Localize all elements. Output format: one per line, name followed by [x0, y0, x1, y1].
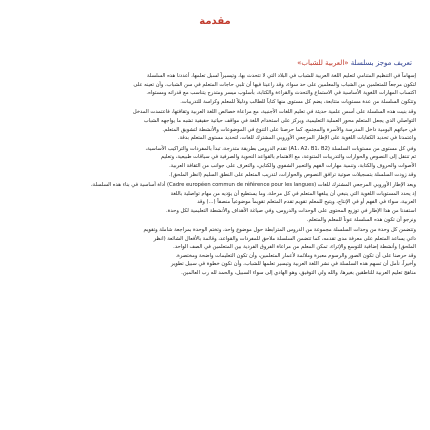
text-line: إذ يحدد المستويات اللغوية التي ينبغي أن يبلغها المتعلم في كل مرحلة، وما يستطيع أن يؤديه من مهام تواصلية باللغة — [170, 190, 416, 197]
section-heading — [18, 58, 412, 68]
text-line: واعتمدنا في تحديد الكفايات اللغوية على الإطار المرجعي الأوروبي المشترك للغات، لتحديد مستوى المتعلم بدقة. — [177, 135, 416, 142]
text-line: مناهج تعليم العربية للناطقين بغيرها، والله ولي التوفيق، وهو الهادي إلى سواء السبيل، والحمد لله رب العالمين. — [181, 270, 416, 277]
text-line: الأصوات والحروف والكتابة، وتنمية مهارات الفهم والتعبير الشفوي والكتابي، والتعرف على جوانب من الثقافة العربية. — [169, 162, 416, 169]
text-line: لتكون مرجعاً للمتعلمين من الشباب والمعلمين على حد سواء، وقد راعينا فيها أن تلبي حاجات المتعلم في سن الشباب، وأن تعينه على — [133, 81, 416, 88]
text-line: ثم تنتقل إلى النصوص والحوارات والتدريبات المتنوعة، مع الاهتمام بالقواعد النحوية والصرفية في سياقات طبيعية، وتعليم — [160, 154, 416, 161]
section-heading-highlight: «العربية للشباب» — [297, 59, 349, 67]
text-line: التواصلي الذي يجعل المتعلم محور العملية التعليمية، ويركز على استخدام اللغة في مواقف حياتية حقيقية تشبه ما يواجهه الشباب — [143, 117, 416, 124]
paragraph — [14, 226, 416, 278]
paragraph — [14, 181, 416, 224]
text-line: وقد بنيت هذه السلسلة على أسس علمية حديثة في تعليم اللغات الأجنبية، مع مراعاة خصائص اللغة العربية وثقافتها، فاعتمدت المدخل — [132, 109, 416, 116]
text-line: في حياتهم اليومية داخل المدرسة والأسرة والمجتمع، كما حرصنا على التنوع في الموضوعات والأنشطة لتشويق المتعلم. — [162, 126, 416, 133]
text-line: ذاتي يساعد المتعلم على معرفة مدى تقدمه، كما تتضمن السلسلة ملاحق للمفردات والقواعد، وقائمة بالأفعال الشائعة (انظر — [153, 235, 416, 242]
text-line: إسهاماً في التنظيم المتنامي لتعليم اللغة العربية للشباب في البلاد التي لا تتحدث بها، وتيسيراً لسبل تعلمها، أعددنا هذه السلسلة — [146, 73, 416, 79]
text-line: ونرجو أن تكون هذه السلسلة عوناً للمعلم والمتعلم. — [306, 216, 416, 223]
text-line: اكتساب المهارات اللغوية الأساسية في الاستماع والتحدث والقراءة والكتابة، بأسلوب ميسر ومتدرج يتناسب مع قدراته ومستواه. — [146, 90, 416, 97]
text-line: استفدنا من هذا الإطار في توزيع المحتوى على الوحدات والدروس، وفي صياغة الأهداف والأنشطة التعليمية لكل وحدة. — [166, 207, 416, 214]
text-line: ويعد الإطار الأوروبي المرجعي المشترك للغات (Cadre européen commun de référence pour les langues) أداة أساسية في بناء هذه السلسلة، — [90, 182, 416, 189]
text-line: الملحق) وأنشطة إضافية للتوسع والإثراء، تمكن المعلم من مراعاة الفروق الفردية بين المتعلمين في الصف الواحد. — [173, 244, 416, 251]
paragraph — [14, 108, 416, 142]
text-line: وتتضمن كل وحدة من وحدات السلسلة مجموعة من الدروس المترابطة حول موضوع واحد، وتختم الوحدة بمراجعة شاملة وتقويم — [143, 227, 416, 234]
paragraph — [14, 72, 416, 106]
page-title: مقدمة — [199, 16, 231, 27]
text-line: وفي كل مستوى من مستويات السلسلة (A1، A2، B1، B2) تقدم الدروس بطريقة متدرجة، تبدأ بالمفردات والتراكيب الأساسية، — [145, 145, 416, 152]
text-line: وأخيراً، نأمل أن تسهم هذه السلسلة في نشر اللغة العربية وتيسير تعلمها للشباب، وأن تكون خطوة في سبيل تطوير — [170, 261, 416, 268]
text-line: وتتكون السلسلة من عدة مستويات متتابعة، يضم كل مستوى منها كتاباً للطالب ودليلاً للمعلم وكراسة للتدريبات. — [180, 98, 416, 105]
text-line: وقد حرصنا على أن تكون الصور والرسوم معبرة وملائمة لأعمار المتعلمين، وأن تكون التعليمات واضحة ومختصرة. — [175, 252, 416, 259]
text-line: وقد زودت السلسلة بتسجيلات صوتية ترافق النصوص والحوارات، لتدريب المتعلم على النطق السليم (انظر الملحق). — [169, 171, 416, 178]
document-body — [14, 72, 416, 424]
text-line: العربية، سواء في الفهم أو في الإنتاج، ويتيح للمعلم تقويم تقدم المتعلم تقويماً موضوعياً منصفاً (...) وقد — [197, 199, 416, 206]
paragraph — [14, 145, 416, 179]
section-heading-prefix: تعريف موجز بسلسلة — [350, 59, 412, 67]
